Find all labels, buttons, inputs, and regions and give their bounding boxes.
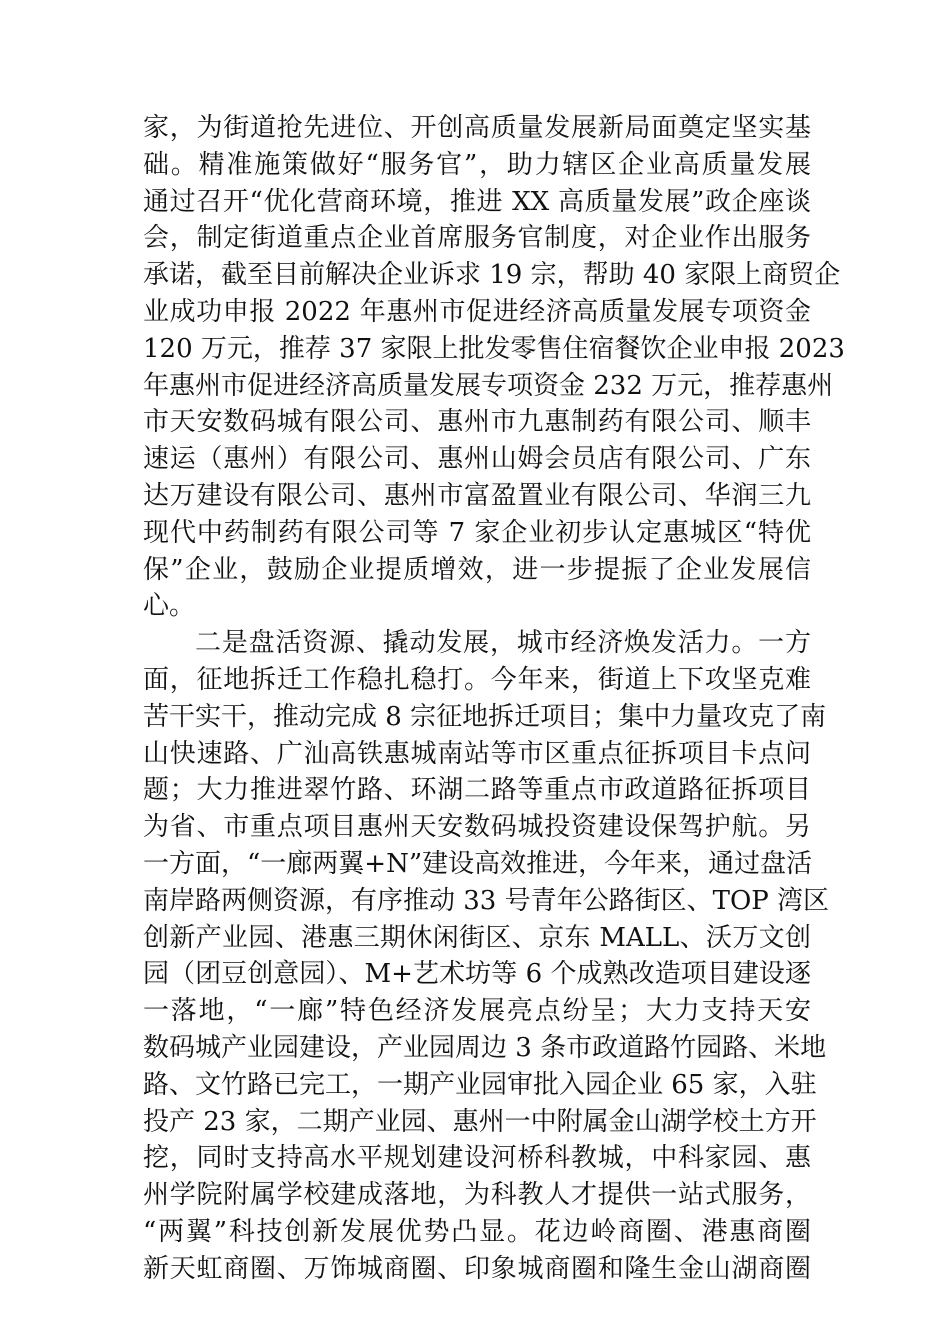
text-line-12: 现代中药制药有限公司等 7 家企业初步认定惠城区“特优 [143, 517, 811, 548]
text-line-2: 础。精准施策做好“服务官”，助力辖区企业高质量发展 [143, 149, 811, 180]
text-line-3: 通过召开“优化营商环境，推进 XX 高质量发展”政企座谈 [143, 186, 811, 217]
text-line-31: “两翼”科技创新发展优势凸显。花边岭商圈、港惠商圈 [143, 1216, 811, 1247]
text-line-24: 园（团豆创意园）、M+艺术坊等 6 个成熟改造项目建设逐 [143, 959, 811, 990]
text-line-8: 年惠州市促进经济高质量发展专项资金 232 万元，推荐惠州 [143, 370, 834, 401]
text-line-5: 承诺，截至目前解决企业诉求 19 宗，帮助 40 家限上商贸企 [143, 260, 841, 291]
text-line-6: 业成功申报 2022 年惠州市促进经济高质量发展专项资金 [143, 296, 811, 327]
text-line-20: 为省、市重点项目惠州天安数码城投资建设保驾护航。另 [143, 812, 811, 843]
text-line-4: 会，制定街道重点企业首席服务官制度，对企业作出服务 [143, 223, 811, 254]
text-line-19: 题；大力推进翠竹路、环湖二路等重点市政道路征拆项目 [143, 775, 811, 806]
text-line-23: 创新产业园、港惠三期休闲街区、京东 MALL、沃万文创 [143, 922, 811, 953]
text-line-26: 数码城产业园建设，产业园周边 3 条市政道路竹园路、米地 [143, 1032, 827, 1063]
text-line-7: 120 万元，推荐 37 家限上批发零售住宿餐饮企业申报 2023 [143, 333, 845, 364]
text-line-18: 山快速路、广汕高铁惠城南站等市区重点征拆项目卡点问 [143, 738, 811, 769]
text-line-32: 新天虹商圈、万饰城商圈、印象城商圈和隆生金山湖商圈 [143, 1253, 811, 1284]
text-line-14: 心。 [143, 591, 196, 622]
text-line-21: 一方面，“一廊两翼+N”建设高效推进，今年来，通过盘活 [143, 848, 813, 879]
text-line-9: 市天安数码城有限公司、惠州市九惠制药有限公司、顺丰 [143, 407, 811, 438]
text-line-15: 二是盘活资源、撬动发展，城市经济焕发活力。一方 [195, 628, 811, 659]
text-line-1: 家，为街道抢先进位、开创高质量发展新局面奠定坚实基 [143, 113, 811, 143]
text-line-25: 一落地，“一廊”特色经济发展亮点纷呈；大力支持天安 [143, 996, 811, 1027]
text-line-13: 保”企业，鼓励企业提质增效，进一步提振了企业发展信 [143, 554, 811, 585]
text-line-10: 速运（惠州）有限公司、惠州山姆会员店有限公司、广东 [143, 444, 811, 475]
text-line-27: 路、文竹路已完工，一期产业园审批入园企业 65 家，入驻 [143, 1069, 817, 1100]
text-line-29: 挖，同时支持高水平规划建设河桥科教城，中科家园、惠 [143, 1143, 811, 1174]
text-line-22: 南岸路两侧资源，有序推动 33 号青年公路街区、TOP 湾区 [143, 885, 830, 916]
text-line-11: 达万建设有限公司、惠州市富盈置业有限公司、华润三九 [143, 480, 811, 511]
text-line-28: 投产 23 家，二期产业园、惠州一中附属金山湖学校土方开 [143, 1106, 817, 1137]
body-text [143, 110, 845, 1288]
text-line-16: 面，征地拆迁工作稳扎稳打。今年来，街道上下攻坚克难 [143, 664, 811, 695]
text-line-17: 苦干实干，推动完成 8 宗征地拆迁项目；集中力量攻克了南 [143, 701, 827, 732]
text-line-30: 州学院附属学校建成落地，为科教人才提供一站式服务， [143, 1180, 811, 1211]
